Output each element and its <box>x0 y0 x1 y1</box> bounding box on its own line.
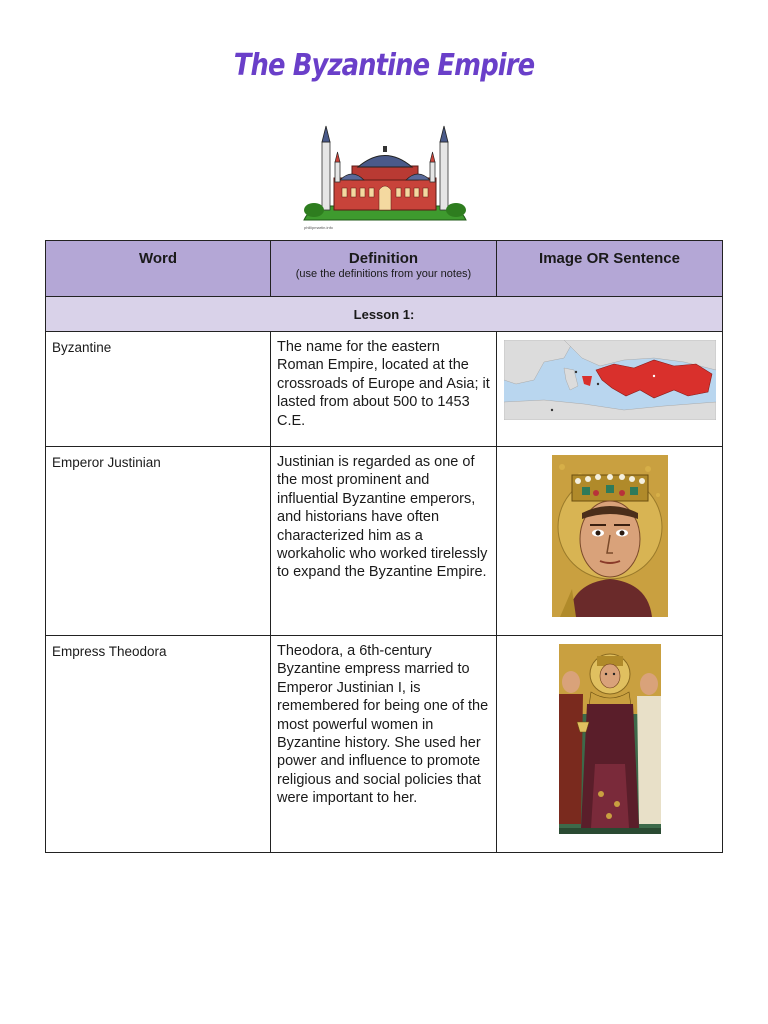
word-cell: Emperor Justinian <box>46 447 271 636</box>
word-cell: Empress Theodora <box>46 636 271 853</box>
table-header-row <box>46 241 723 297</box>
illustration-credit: phillipmartin.info <box>304 225 333 230</box>
definition-cell: Justinian is regarded as one of the most prominent and influential Byzantine emperors, and historians have often characterized him as a workaholic who worked tirelessly to expand the Byzantine Empire. <box>271 447 497 636</box>
table-row <box>46 636 723 853</box>
definition-cell: Theodora, a 6th-century Byzantine empress married to Emperor Justinian I, is remembered for being one of the most powerful women in Byzantine history. She used her power and influence to promote religious and social policies that were important to her. <box>271 636 497 853</box>
image-cell <box>497 636 723 853</box>
hagia-sophia-icon <box>300 122 470 226</box>
section-row <box>46 297 723 332</box>
theodora-mosaic-icon <box>559 644 661 834</box>
table-row <box>46 332 723 447</box>
header-definition: Definition (use the definitions from your notes) <box>271 241 497 297</box>
hagia-sophia-illustration <box>300 122 470 232</box>
section-label: Lesson 1: <box>46 297 723 332</box>
vocabulary-table <box>45 240 723 853</box>
definition-cell: The name for the eastern Roman Empire, located at the crossroads of Europe and Asia; it lasted from about 500 to 1453 C.E. <box>271 332 497 447</box>
header-image: Image OR Sentence <box>497 241 723 297</box>
page-title: The Byzantine Empire <box>233 48 535 83</box>
table-row <box>46 447 723 636</box>
byzantine-empire-map-icon <box>504 340 716 420</box>
word-cell: Byzantine <box>46 332 271 447</box>
header-word: Word <box>46 241 271 297</box>
header-definition-note: (use the definitions from your notes) <box>295 268 472 280</box>
justinian-mosaic-icon <box>552 455 668 617</box>
image-cell <box>497 447 723 636</box>
image-cell <box>497 332 723 447</box>
